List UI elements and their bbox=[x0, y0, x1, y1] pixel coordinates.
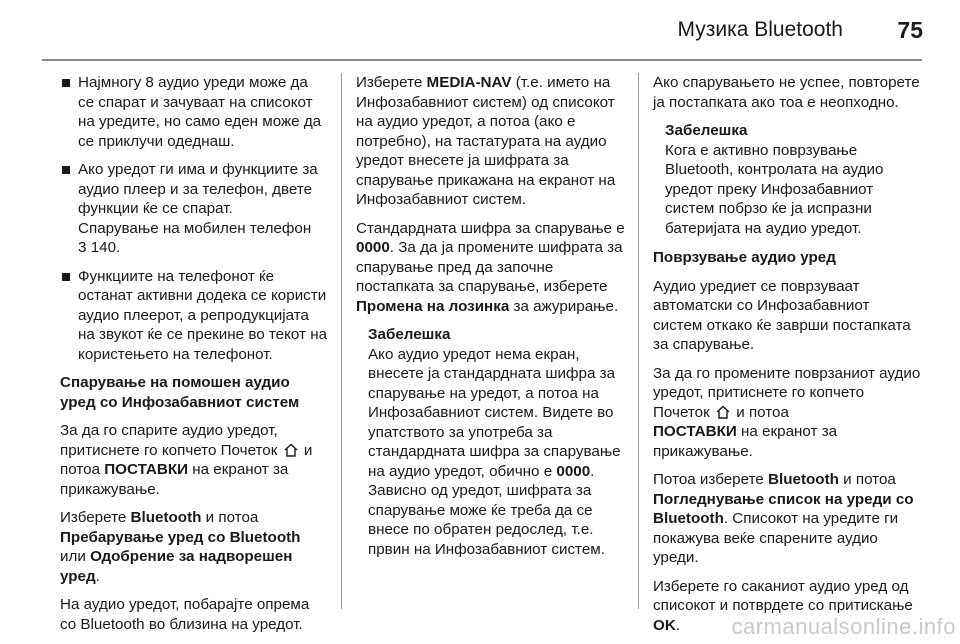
text: (т.е. името на Инфозабавниот систем) од списокот на аудио уредот, а потоа (ако е потребно), на тастатурата на аудио уредот внесете ја шифрата за спарување прикажана на екранот на Инфозабавниот систем. bbox=[356, 74, 616, 208]
list-item-text: Најмногу 8 аудио уреди може да се спарат и зачуваат на списокот на уредите, но само еден може да се приклучи одеднаш. bbox=[78, 74, 322, 150]
bold-text: 0000 bbox=[356, 239, 390, 256]
text: и потоа bbox=[843, 471, 896, 488]
text: или bbox=[60, 548, 86, 565]
page-ref-arrow-icon: 3 bbox=[78, 239, 87, 256]
bold-text: OK bbox=[653, 616, 676, 634]
bullet-square-icon bbox=[62, 166, 70, 174]
paragraph bbox=[60, 508, 328, 586]
note-text: Кога е активно поврзување Bluetooth, контролата на аудио уредот преку Инфозабавниот систем побрзо ќе ја испразни батериjата на аудио уредот. bbox=[665, 141, 884, 237]
paragraph bbox=[60, 421, 328, 499]
paragraph bbox=[356, 73, 626, 210]
bold-text: Bluetooth bbox=[130, 509, 202, 526]
text: Изберете bbox=[60, 509, 127, 526]
text: Потоа изберете bbox=[653, 471, 764, 488]
note-block bbox=[356, 325, 626, 559]
note-text: . Зависно од уредот, шифрата за спарување може ќе треба да се внесе по обратен редослед, т.е. првин на Инфозабавниот систем. bbox=[368, 462, 605, 558]
note-text: Ако аудио уредот нема екран, внесете ја стандардната шифра за спарување на уредот, а потоа на Инфозабавниот систем. Видете во упатството за употреба за стандардната шифра за спарување на аудио уредот, обично е bbox=[368, 345, 621, 480]
text: Стандардната шифра за спарување е bbox=[356, 219, 625, 237]
text: и потоа bbox=[736, 403, 789, 421]
paragraph: Ако спарувањето не успее, повторете ја постапката ако тоа е неопходно. bbox=[653, 74, 920, 111]
cross-reference-text: Спарување на мобилен телефон bbox=[78, 219, 312, 237]
paragraph bbox=[653, 364, 921, 462]
column-2 bbox=[356, 73, 626, 569]
text: Изберете го саканиот аудио уред од списокот и потврдете со притискање bbox=[653, 577, 913, 614]
list-item bbox=[60, 267, 328, 365]
punctuation: . bbox=[675, 616, 681, 634]
punctuation: . bbox=[95, 567, 100, 585]
column-3 bbox=[653, 73, 921, 644]
punctuation: . bbox=[116, 239, 121, 256]
bullet-square-icon bbox=[62, 79, 70, 87]
bold-text: Одобрение за надворешен уред bbox=[60, 548, 293, 585]
text: на екранот за прикажување. bbox=[653, 423, 838, 460]
section-heading: Спарување на помошен аудио уред со Инфозабавниот систем bbox=[60, 374, 300, 411]
list-item bbox=[60, 73, 328, 151]
note-title: Забелешка bbox=[665, 122, 748, 139]
note-title: Забелешка bbox=[368, 326, 451, 343]
text: За да го промените поврзаниот аудио уредот, притиснете го копчето Почеток bbox=[653, 364, 921, 421]
text: . Списокот на уредите ги покажува веќе спарените аудио уреди. bbox=[653, 510, 899, 566]
home-icon bbox=[716, 405, 730, 419]
bold-text: Погледнување список на уреди со Bluetooth bbox=[653, 490, 914, 527]
list-item bbox=[60, 160, 328, 258]
bold-text: Bluetooth bbox=[768, 471, 839, 488]
paragraph: Аудио уредиет се поврзуваат автоматски со Инфозабавниот систем откако ќе заврши постапката за спарување. bbox=[653, 277, 911, 353]
watermark bbox=[0, 614, 960, 640]
watermark-text: carmanualsonline.info bbox=[731, 614, 956, 639]
home-icon bbox=[284, 443, 298, 457]
paragraph bbox=[653, 470, 921, 568]
list-item-text: Функциите на телефонот ќе останат активни додека се користи аудио плеерот, а репродукцијата на звукот ќе се прекине во текот на користењето на телефонот. bbox=[78, 267, 328, 363]
bold-text: MEDIA-NAV bbox=[426, 74, 512, 91]
text: . За да ја промените шифрата за спарување пред да започне постапката за спарување, изберете bbox=[356, 239, 623, 295]
paragraph bbox=[356, 219, 626, 317]
text: и потоа bbox=[60, 441, 313, 478]
text: на екранот за прикажување. bbox=[60, 461, 289, 498]
section-heading: Поврзување аудио уред bbox=[653, 249, 836, 266]
bold-text: Пребарување уред со Bluetooth bbox=[60, 528, 301, 546]
list-item-text: Ако уредот ги има и функциите за аудио плеер и за телефон, двете функции ќе се спарат. bbox=[78, 161, 318, 217]
bold-text: ПОСТАВКИ bbox=[653, 423, 737, 440]
text: Изберете bbox=[356, 74, 423, 91]
text: За да го спарите аудио уредот, притиснете го копчето Почеток bbox=[60, 422, 278, 459]
note-block bbox=[653, 121, 921, 238]
bold-text: 0000 bbox=[556, 462, 591, 480]
bold-text: Промена на лозинка bbox=[356, 297, 510, 315]
column-divider-1 bbox=[341, 73, 342, 609]
column-divider-2 bbox=[638, 73, 639, 609]
page-ref-link[interactable]: 140 bbox=[90, 239, 117, 256]
column-1 bbox=[60, 73, 328, 643]
paragraph: На аудио уредот, побарајте опрема со Bluetooth во близина на уредот. bbox=[60, 596, 310, 633]
text: за ажурирање. bbox=[513, 297, 619, 315]
text: и потоа bbox=[205, 509, 259, 526]
bold-text: ПОСТАВКИ bbox=[104, 461, 189, 478]
bullet-square-icon bbox=[62, 273, 70, 281]
page-title: Музика Bluetooth bbox=[677, 18, 843, 41]
header-divider bbox=[42, 59, 922, 61]
page-number: 75 bbox=[897, 17, 923, 43]
